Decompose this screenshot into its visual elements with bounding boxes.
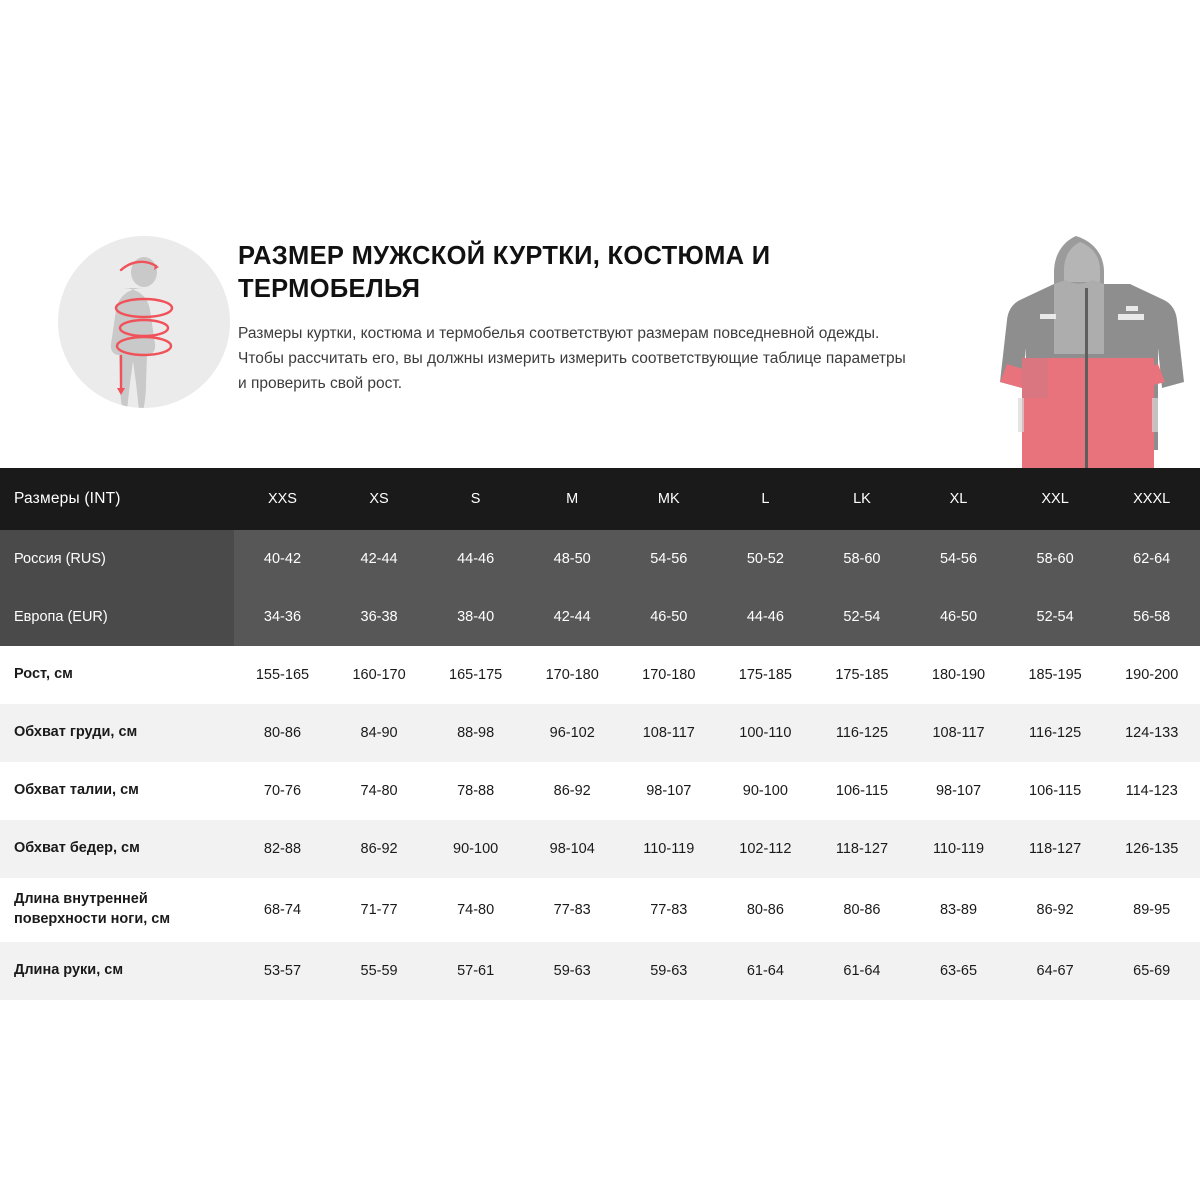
table-cell: 175-185 — [717, 646, 814, 704]
table-cell: 116-125 — [814, 704, 911, 762]
table-header — [0, 468, 1200, 530]
size-column-header: XL — [910, 468, 1007, 530]
table-cell: 83-89 — [910, 878, 1007, 942]
table-cell: 118-127 — [814, 820, 911, 878]
size-column-header: LK — [814, 468, 911, 530]
table-cell: 108-117 — [621, 704, 718, 762]
table-cell: 106-115 — [1007, 762, 1104, 820]
table-cell: 34-36 — [234, 588, 331, 646]
table-header-label: Размеры (INT) — [0, 468, 234, 530]
table-cell: 46-50 — [621, 588, 718, 646]
table-row — [0, 530, 1200, 588]
row-label: Рост, см — [0, 646, 234, 704]
table-row — [0, 762, 1200, 820]
table-cell: 44-46 — [427, 530, 524, 588]
table-cell: 78-88 — [427, 762, 524, 820]
table-cell: 46-50 — [910, 588, 1007, 646]
table-cell: 44-46 — [717, 588, 814, 646]
table-cell: 57-61 — [427, 942, 524, 1000]
table-cell: 38-40 — [427, 588, 524, 646]
size-column-header: XS — [331, 468, 428, 530]
table-cell: 118-127 — [1007, 820, 1104, 878]
table-cell: 80-86 — [814, 878, 911, 942]
table-cell: 68-74 — [234, 878, 331, 942]
table-cell: 90-100 — [717, 762, 814, 820]
table-cell: 124-133 — [1103, 704, 1200, 762]
table-cell: 96-102 — [524, 704, 621, 762]
table-cell: 155-165 — [234, 646, 331, 704]
table-cell: 175-185 — [814, 646, 911, 704]
table-cell: 77-83 — [621, 878, 718, 942]
header-text-block — [238, 240, 938, 397]
table-cell: 126-135 — [1103, 820, 1200, 878]
table-cell: 170-180 — [524, 646, 621, 704]
page-description: Размеры куртки, костюма и термобелья соответствуют размерам повседневной одежды. Чтобы рассчитать его, вы должны измерить измерить соответствующие таблице параметры и проверить свой рост. — [238, 325, 906, 393]
table-cell: 88-98 — [427, 704, 524, 762]
table-cell: 64-67 — [1007, 942, 1104, 1000]
table-cell: 86-92 — [524, 762, 621, 820]
table-cell: 160-170 — [331, 646, 428, 704]
table-body — [0, 530, 1200, 1000]
row-label: Россия (RUS) — [0, 530, 234, 588]
row-label: Длина руки, см — [0, 942, 234, 1000]
table-cell: 71-77 — [331, 878, 428, 942]
table-cell: 74-80 — [427, 878, 524, 942]
table-cell: 59-63 — [524, 942, 621, 1000]
table-cell: 54-56 — [621, 530, 718, 588]
table-cell: 52-54 — [1007, 588, 1104, 646]
row-label: Обхват бедер, см — [0, 820, 234, 878]
table-cell: 70-76 — [234, 762, 331, 820]
table-cell: 102-112 — [717, 820, 814, 878]
table-cell: 55-59 — [331, 942, 428, 1000]
table-row — [0, 878, 1200, 942]
table-cell: 42-44 — [524, 588, 621, 646]
table-cell: 80-86 — [717, 878, 814, 942]
table-header-row — [0, 468, 1200, 530]
size-column-header: MK — [621, 468, 718, 530]
table-cell: 65-69 — [1103, 942, 1200, 1000]
table-row — [0, 820, 1200, 878]
size-column-header: L — [717, 468, 814, 530]
size-column-header: XXS — [234, 468, 331, 530]
table-cell: 54-56 — [910, 530, 1007, 588]
table-cell: 82-88 — [234, 820, 331, 878]
table-cell: 170-180 — [621, 646, 718, 704]
row-label: Длина внутренней поверхности ноги, см — [0, 878, 234, 942]
row-label: Европа (EUR) — [0, 588, 234, 646]
table-cell: 86-92 — [331, 820, 428, 878]
table-cell: 110-119 — [621, 820, 718, 878]
table-cell: 58-60 — [1007, 530, 1104, 588]
table-cell: 185-195 — [1007, 646, 1104, 704]
table-cell: 165-175 — [427, 646, 524, 704]
table-cell: 190-200 — [1103, 646, 1200, 704]
row-label: Обхват груди, см — [0, 704, 234, 762]
table-row — [0, 646, 1200, 704]
table-cell: 62-64 — [1103, 530, 1200, 588]
table-cell: 59-63 — [621, 942, 718, 1000]
table-cell: 80-86 — [234, 704, 331, 762]
table-cell: 74-80 — [331, 762, 428, 820]
table-cell: 52-54 — [814, 588, 911, 646]
table-cell: 106-115 — [814, 762, 911, 820]
table-cell: 98-107 — [910, 762, 1007, 820]
table-cell: 40-42 — [234, 530, 331, 588]
table-cell: 58-60 — [814, 530, 911, 588]
table-cell: 36-38 — [331, 588, 428, 646]
table-cell: 50-52 — [717, 530, 814, 588]
body-measurement-figure-icon — [58, 236, 230, 408]
size-column-header: S — [427, 468, 524, 530]
table-cell: 180-190 — [910, 646, 1007, 704]
table-cell: 77-83 — [524, 878, 621, 942]
row-label: Обхват талии, см — [0, 762, 234, 820]
page-title: РАЗМЕР МУЖСКОЙ КУРТКИ, КОСТЮМА И ТЕРМОБЕЛЬЯ — [238, 242, 771, 303]
table-cell: 116-125 — [1007, 704, 1104, 762]
table-cell: 61-64 — [717, 942, 814, 1000]
table-cell: 100-110 — [717, 704, 814, 762]
table-row — [0, 942, 1200, 1000]
table-cell: 84-90 — [331, 704, 428, 762]
header-section — [0, 218, 1200, 468]
table-cell: 110-119 — [910, 820, 1007, 878]
table-cell: 61-64 — [814, 942, 911, 1000]
table-cell: 42-44 — [331, 530, 428, 588]
table-cell: 114-123 — [1103, 762, 1200, 820]
table-cell: 98-104 — [524, 820, 621, 878]
table-cell: 86-92 — [1007, 878, 1104, 942]
table-cell: 108-117 — [910, 704, 1007, 762]
size-column-header: XXL — [1007, 468, 1104, 530]
table-cell: 63-65 — [910, 942, 1007, 1000]
jacket-photo — [980, 218, 1200, 468]
table-cell: 89-95 — [1103, 878, 1200, 942]
size-column-header: M — [524, 468, 621, 530]
table-row — [0, 704, 1200, 762]
size-column-header: XXXL — [1103, 468, 1200, 530]
table-cell: 53-57 — [234, 942, 331, 1000]
table-cell: 56-58 — [1103, 588, 1200, 646]
table-cell: 48-50 — [524, 530, 621, 588]
table-row — [0, 588, 1200, 646]
table-cell: 90-100 — [427, 820, 524, 878]
table-cell: 98-107 — [621, 762, 718, 820]
size-table — [0, 468, 1200, 1000]
